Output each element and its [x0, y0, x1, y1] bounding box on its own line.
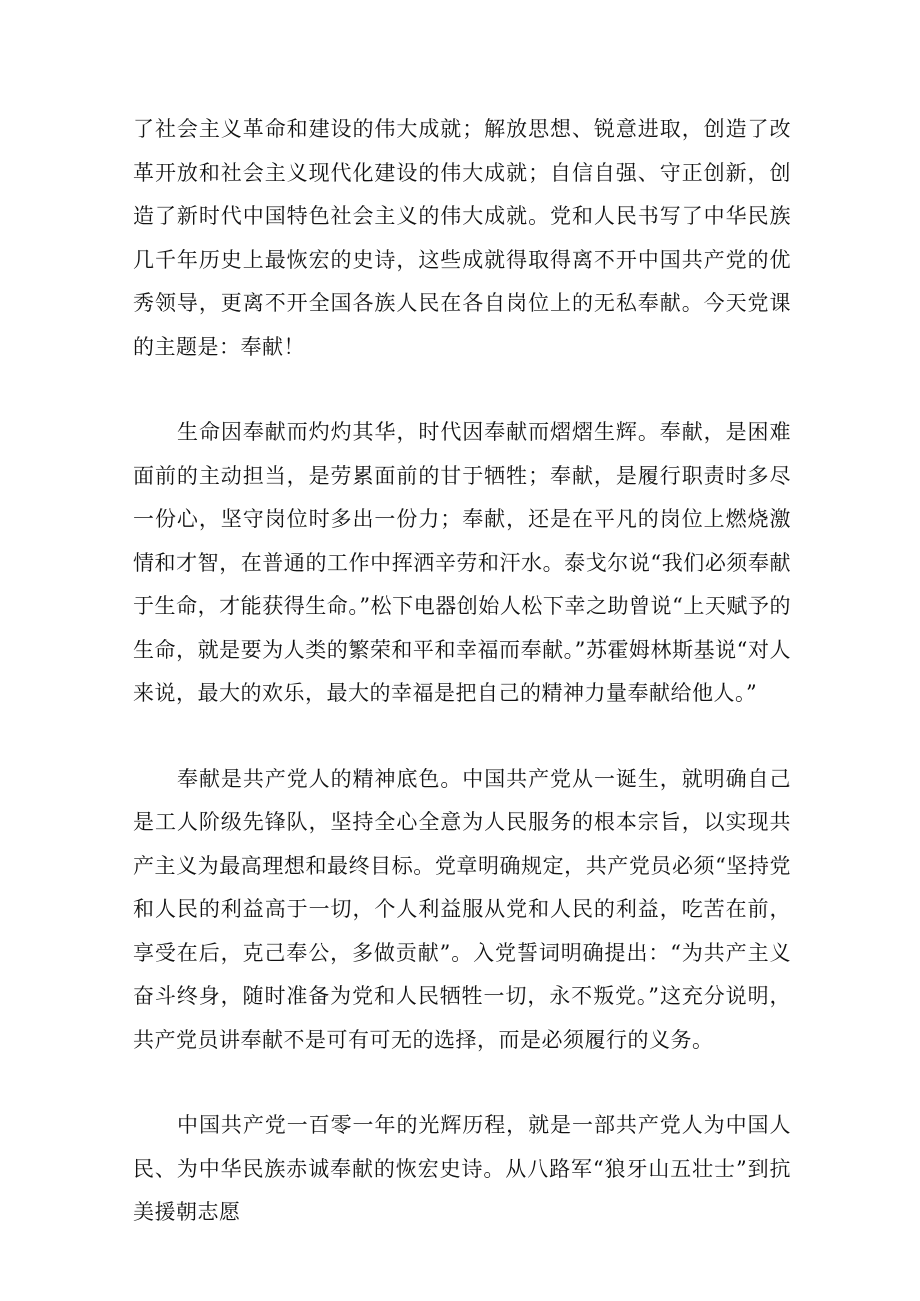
document-body: [133, 108, 791, 1277]
paragraph-continuation: 了社会主义革命和建设的伟大成就；解放思想、锐意进取，创造了改革开放和社会主义现代化建设的伟大成就；自信自强、守正创新，创造了新时代中国特色社会主义的伟大成就。党和人民书写了中华民族几千年历史上最恢宏的史诗，这些成就得取得离不开中国共产党的优秀领导，更离不开全国各族人民在各自岗位上的无私奉献。今天党课的主题是：奉献！: [133, 117, 791, 359]
paragraph-party-history: 中国共产党一百零一年的光辉历程，就是一部共产党人为中国人民、为中华民族赤诚奉献的恢宏史诗。从八路军“狼牙山五壮士”到抗美援朝志愿: [133, 1113, 791, 1224]
paragraph-party-spirit: 奉献是共产党人的精神底色。中国共产党从一诞生，就明确自己是工人阶级先锋队，坚持全心全意为人民服务的根本宗旨，以实现共产主义为最高理想和最终目标。党章明确规定，共产党员必须“坚持党和人民的利益高于一切，个人利益服从党和人民的利益，吃苦在前，享受在后，克己奉公，多做贡献”。入党誓词明确提出：“为共产主义奋斗终身，随时准备为党和人民牺牲一切，永不叛党。”这充分说明，共产党员讲奉献不是可有可无的选择，而是必须履行的义务。: [133, 766, 791, 1052]
paragraph-dedication-meaning: 生命因奉献而灼灼其华，时代因奉献而熠熠生辉。奉献，是困难面前的主动担当，是劳累面前的甘于牺牲；奉献，是履行职责时多尽一份心，坚守岗位时多出一份力；奉献，还是在平凡的岗位上燃烧激情和才智，在普通的工作中挥洒辛劳和汗水。泰戈尔说“我们必须奉献于生命，才能获得生命。”松下电器创始人松下幸之助曾说“上天赋予的生命，就是要为人类的繁荣和平和幸福而奉献。”苏霍姆林斯基说“对人来说，最大的欢乐，最大的幸福是把自己的精神力量奉献给他人。”: [133, 420, 791, 705]
